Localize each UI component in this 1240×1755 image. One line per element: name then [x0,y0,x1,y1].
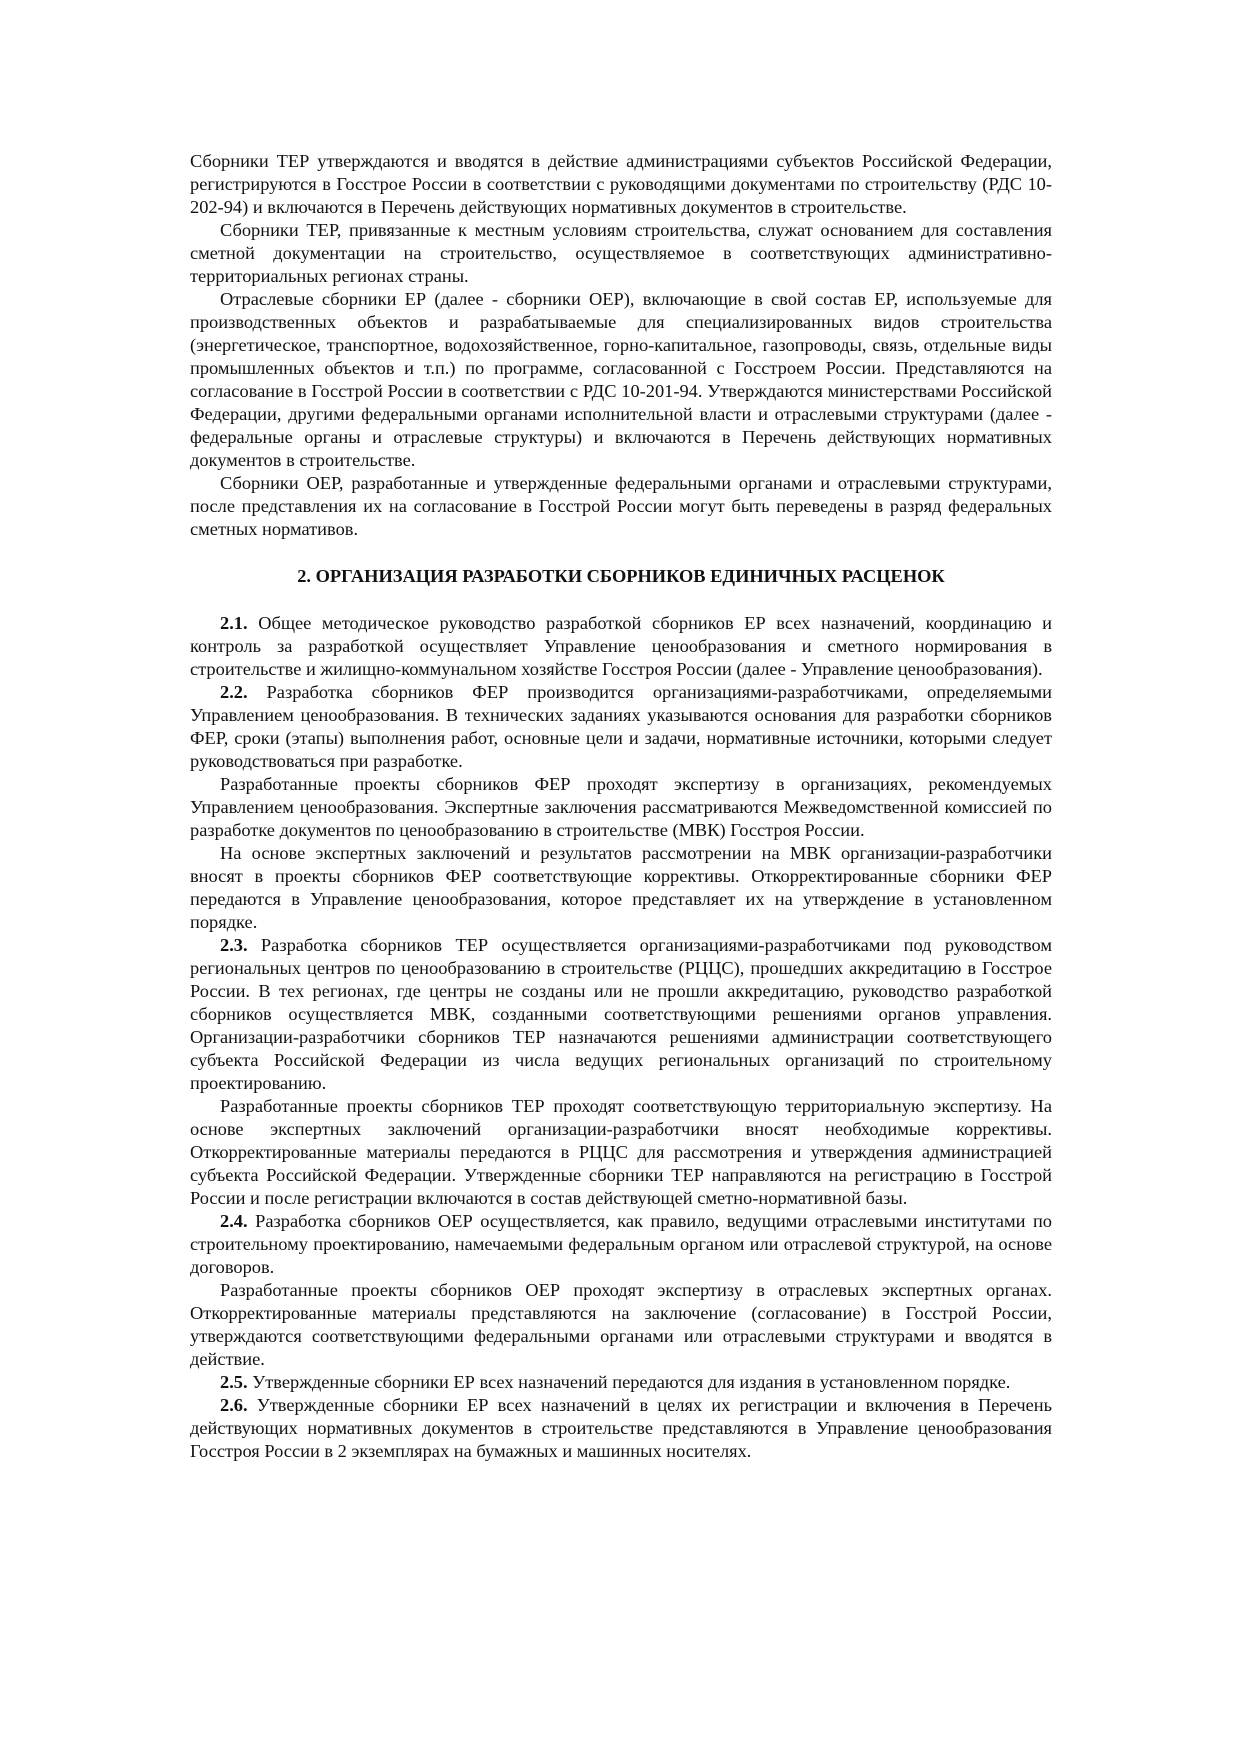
clause-2-5 [190,1371,1052,1394]
intro-paragraph-4: Сборники ОЕР, разработанные и утвержденные федеральными органами и отраслевыми структурами, после представления их на согласование в Госстрой России могут быть переведены в разряд федеральных сметных нормативов. [190,473,1052,539]
clause-text: Утвержденные сборники ЕР всех назначений передаются для издания в установленном порядке. [252,1372,1011,1392]
clause-2-1 [190,612,1052,681]
clause-number: 2.3. [220,935,248,955]
intro-paragraph-3: Отраслевые сборники ЕР (далее - сборники ОЕР), включающие в свой состав ЕР, используемые для производственных объектов и разрабатываемые для специализированных видов строительства (энергетическое, транспортное, водохозяйственное, горно-капитальное, газопроводы, связь, отдельные виды промышленных объектов и т.п.) по программе, согласованной с Госстроем России. Представляются на согласование в Госстрой России в соответствии с РДС 10-201-94. Утверждаются министерствами Российской Федерации, другими федеральными органами исполнительной власти и отраслевыми структурами (далее - федеральные органы и отраслевые структуры) и включаются в Перечень действующих нормативных документов в строительстве. [190,289,1052,470]
clause-number: 2.2. [220,682,248,702]
clause-2-2-paragraph-b: На основе экспертных заключений и результатов рассмотрении на МВК организации-разработчики вносят в проекты сборников ФЕР соответствующие коррективы. Откорректированные сборники ФЕР передаются в Управление ценообразования, которое представляет их на утверждение в установленном порядке. [190,843,1052,932]
clause-text: Разработка сборников ТЕР осуществляется организациями-разработчиками под руководством региональных центров по ценообразованию в строительстве (РЦЦС), прошедших аккредитацию в Госстрое России. В тех регионах, где центры не созданы или не прошли аккредитацию, руководство разработкой сборников осуществляется МВК, созданными соответствующими решениями органов управления. Организации-разработчики сборников ТЕР назначаются решениями администрации соответствующего субъекта Российской Федерации из числа ведущих региональных организаций по строительному проектированию. [190,935,1052,1093]
clause-text: Общее методическое руководство разработкой сборников ЕР всех назначений, координацию и контроль за разработкой осуществляет Управление ценообразования и сметного нормирования в строительстве и жилищно-коммунальном хозяйстве Госстроя России (далее - Управление ценообразования). [190,613,1052,679]
clause-text: Разработка сборников ФЕР производится организациями-разработчиками, определяемыми Управлением ценообразования. В технических заданиях указываются основания для разработки сборников ФЕР, сроки (этапы) выполнения работ, основные цели и задачи, нормативные источники, которыми следует руководствоваться при разработке. [190,682,1052,771]
clause-2-3 [190,934,1052,1095]
clause-number: 2.4. [220,1211,248,1231]
clause-2-4-paragraph-a: Разработанные проекты сборников ОЕР проходят экспертизу в отраслевых экспертных органах. Откорректированные материалы представляются на заключение (согласование) в Госстрой России, утверждаются соответствующими федеральными органами или отраслевыми структурами и вводятся в действие. [190,1280,1052,1369]
clause-2-4 [190,1210,1052,1279]
clause-number: 2.5. [220,1372,248,1392]
clause-2-2-paragraph-a: Разработанные проекты сборников ФЕР проходят экспертизу в организациях, рекомендуемых Управлением ценообразования. Экспертные заключения рассматриваются Межведомственной комиссией по разработке документов по ценообразованию в строительстве (МВК) Госстроя России. [190,774,1052,840]
clause-text: Утвержденные сборники ЕР всех назначений в целях их регистрации и включения в Перечень действующих нормативных документов в строительстве представляются в Управление ценообразования Госстроя России в 2 экземплярах на бумажных и машинных носителях. [190,1395,1052,1461]
document-page [190,150,1052,1463]
clause-text: Разработка сборников ОЕР осуществляется, как правило, ведущими отраслевыми институтами по строительному проектированию, намечаемыми федеральным органом или отраслевой структурой, на основе договоров. [190,1211,1052,1277]
clause-number: 2.6. [220,1395,248,1415]
clause-2-3-paragraph-a: Разработанные проекты сборников ТЕР проходят соответствующую территориальную экспертизу. На основе экспертных заключений организации-разработчики вносят необходимые коррективы. Откорректированные материалы передаются в РЦЦС для рассмотрения и утверждения администрацией субъекта Российской Федерации. Утвержденные сборники ТЕР направляются на регистрацию в Госстрой России и после регистрации включаются в состав действующей сметно-нормативной базы. [190,1096,1052,1208]
clause-number: 2.1. [220,613,248,633]
intro-paragraph-1: Сборники ТЕР утверждаются и вводятся в действие администрациями субъектов Российской Федерации, регистрируются в Госстрое России в соответствии с руководящими документами по строительству (РДС 10-202-94) и включаются в Перечень действующих нормативных документов в строительстве. [190,151,1052,217]
clause-2-2 [190,681,1052,773]
clause-2-6 [190,1394,1052,1463]
intro-paragraph-2: Сборники ТЕР, привязанные к местным условиям строительства, служат основанием для составления сметной документации на строительство, осуществляемое в соответствующих административно-территориальных регионах страны. [190,220,1052,286]
section-2-heading: 2. ОРГАНИЗАЦИЯ РАЗРАБОТКИ СБОРНИКОВ ЕДИНИЧНЫХ РАСЦЕНОК [297,566,945,586]
